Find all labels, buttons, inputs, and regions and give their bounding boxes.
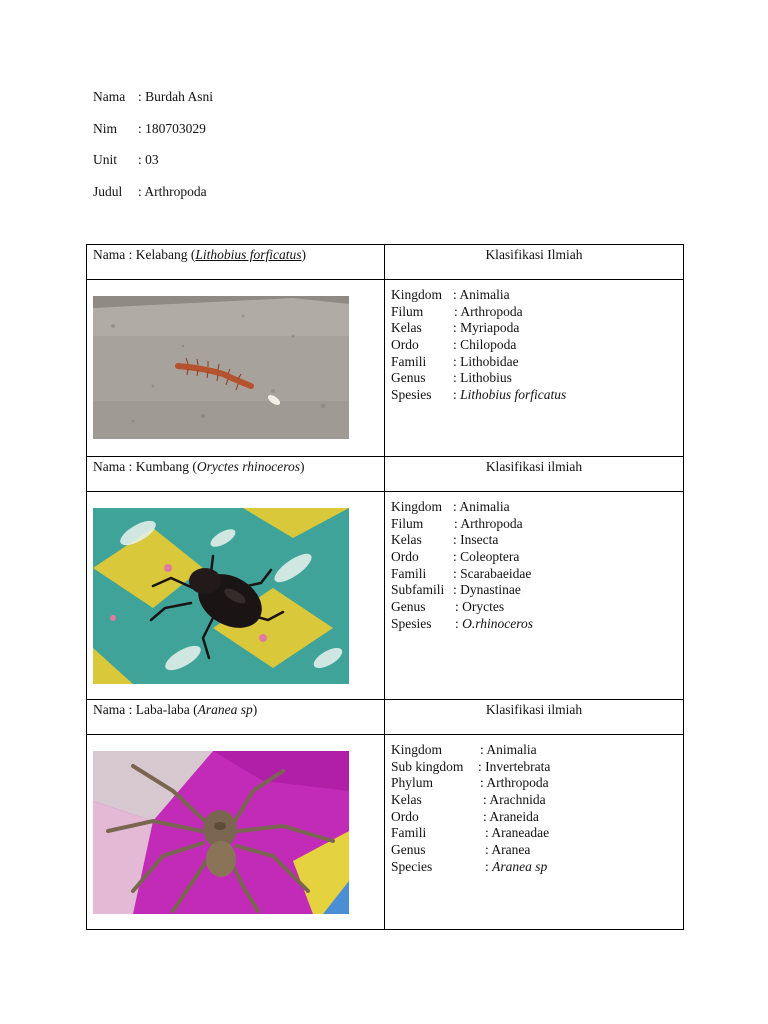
rank-label: Kingdom [391, 499, 443, 514]
rank-label: Genus [391, 842, 426, 858]
info-label: Unit [93, 152, 118, 167]
classification-row [391, 337, 683, 354]
rank-label: Genus [391, 370, 426, 386]
species-name-suffix: ) [299, 459, 305, 474]
rank-value: : Arachnida [483, 792, 546, 808]
classification-row [391, 304, 683, 321]
rank-value: : Arthropoda [454, 515, 523, 531]
species-name-prefix: Nama : Kelabang ( [93, 247, 196, 262]
rank-value: : Invertebrata [478, 758, 551, 774]
rank-value: : Myriapoda [453, 320, 520, 336]
rank-value: : Lithobius [453, 370, 512, 386]
photo-cell [87, 735, 385, 930]
rank-value-prefix: : [453, 387, 461, 403]
classification-row [391, 616, 683, 633]
rank-label: Ordo [391, 337, 419, 353]
rank-value-italic: Aranea sp [492, 858, 548, 874]
table-row [87, 245, 684, 280]
species-name-suffix: ) [252, 702, 258, 717]
classification-row [391, 825, 683, 842]
info-label: Judul [93, 183, 123, 199]
rank-value: : Araneadae [485, 825, 550, 841]
species-name-cell [87, 457, 385, 492]
species-scientific-name: Lithobius forficatus [195, 247, 302, 262]
info-value: : Burdah Asni [138, 89, 214, 104]
rank-label: Famili [391, 565, 427, 581]
classification-row [391, 499, 683, 516]
rank-label: Kelas [391, 532, 422, 548]
rank-label: Spesies [391, 615, 432, 631]
info-value: : 03 [138, 152, 159, 167]
species-scientific-name: Aranea sp [197, 702, 253, 717]
rank-value: : Araneida [483, 808, 539, 824]
classification-row [391, 792, 683, 809]
classification-row [391, 549, 683, 566]
rank-value-italic: O.rhinoceros [462, 615, 534, 631]
rank-label: Filum [391, 303, 424, 319]
rank-label: Famili [391, 825, 427, 841]
classification-heading: Klasifikasi ilmiah [385, 457, 684, 492]
info-value: : 180703029 [138, 120, 206, 136]
classification-list [385, 492, 684, 700]
rank-value [485, 859, 547, 876]
table-row [87, 457, 684, 492]
classification-row [391, 287, 683, 304]
classification-list [385, 735, 684, 930]
table-row [87, 280, 684, 457]
rank-label: Kelas [391, 792, 422, 808]
info-label: Nama [93, 89, 126, 104]
rank-label: Famili [391, 353, 427, 369]
classification-row [391, 809, 683, 826]
rank-value: : Coleoptera [453, 549, 520, 565]
rank-value: : Animalia [453, 287, 510, 302]
rank-label: Kingdom [391, 742, 443, 757]
classification-row [391, 370, 683, 387]
classification-row [391, 859, 683, 876]
species-table [86, 244, 684, 930]
classification-row [391, 354, 683, 371]
rank-label: Genus [391, 599, 426, 615]
table-row [87, 492, 684, 700]
rank-value: : Animalia [453, 499, 510, 514]
rank-value: : Animalia [480, 742, 537, 757]
classification-row [391, 759, 683, 776]
photo-cell [87, 280, 385, 457]
rank-value-prefix: : [485, 858, 493, 874]
rank-label: Ordo [391, 808, 419, 824]
classification-row [391, 566, 683, 583]
rank-value-prefix: : [455, 615, 463, 631]
classification-row [391, 599, 683, 616]
table-row [87, 735, 684, 930]
classification-heading: Klasifikasi ilmiah [385, 700, 684, 735]
rank-value-italic: Lithobius forficatus [460, 387, 567, 403]
classification-list [385, 280, 684, 457]
rank-label: Kingdom [391, 287, 443, 302]
rank-value: : Aranea [485, 842, 531, 858]
species-scientific-name: Oryctes rhinoceros [196, 459, 300, 474]
species-name-cell [87, 700, 385, 735]
centipede-photo [93, 296, 349, 439]
rank-value: : Scarabaeidae [453, 565, 532, 581]
rank-label: Sub kingdom [391, 758, 464, 774]
table-row [87, 700, 684, 735]
classification-row [391, 387, 683, 404]
classification-row [391, 582, 683, 599]
rank-label: Spesies [391, 387, 432, 403]
species-name-suffix: ) [301, 247, 306, 262]
rank-label: Phylum [391, 775, 434, 791]
info-label: Nim [93, 120, 118, 136]
rank-value: : Insecta [453, 532, 499, 548]
rank-value [453, 387, 566, 404]
spider-photo [93, 751, 349, 914]
classification-row [391, 742, 683, 759]
rank-label: Ordo [391, 549, 419, 565]
species-name-cell [87, 245, 385, 280]
rank-value: : Oryctes [455, 599, 505, 615]
classification-row [391, 775, 683, 792]
rank-label: Kelas [391, 320, 422, 336]
rank-value: : Dynastinae [453, 582, 521, 598]
species-name-prefix: Nama : Kumbang ( [93, 459, 197, 474]
rank-value: : Lithobidae [453, 353, 519, 369]
classification-heading: Klasifikasi Ilmiah [385, 245, 684, 280]
rank-value: : Arthropoda [454, 303, 523, 319]
classification-row [391, 532, 683, 549]
rank-value: : Arthropoda [480, 775, 549, 791]
species-name-prefix: Nama : Laba-laba ( [93, 702, 198, 717]
rank-value [455, 616, 533, 633]
rank-value: : Chilopoda [453, 337, 517, 353]
info-value: : Arthropoda [138, 183, 207, 199]
beetle-photo [93, 508, 349, 684]
rank-label: Species [391, 858, 433, 874]
rank-label: Filum [391, 515, 424, 531]
photo-cell [87, 492, 385, 700]
classification-row [391, 320, 683, 337]
classification-row [391, 516, 683, 533]
classification-row [391, 842, 683, 859]
rank-label: Subfamili [391, 582, 445, 598]
